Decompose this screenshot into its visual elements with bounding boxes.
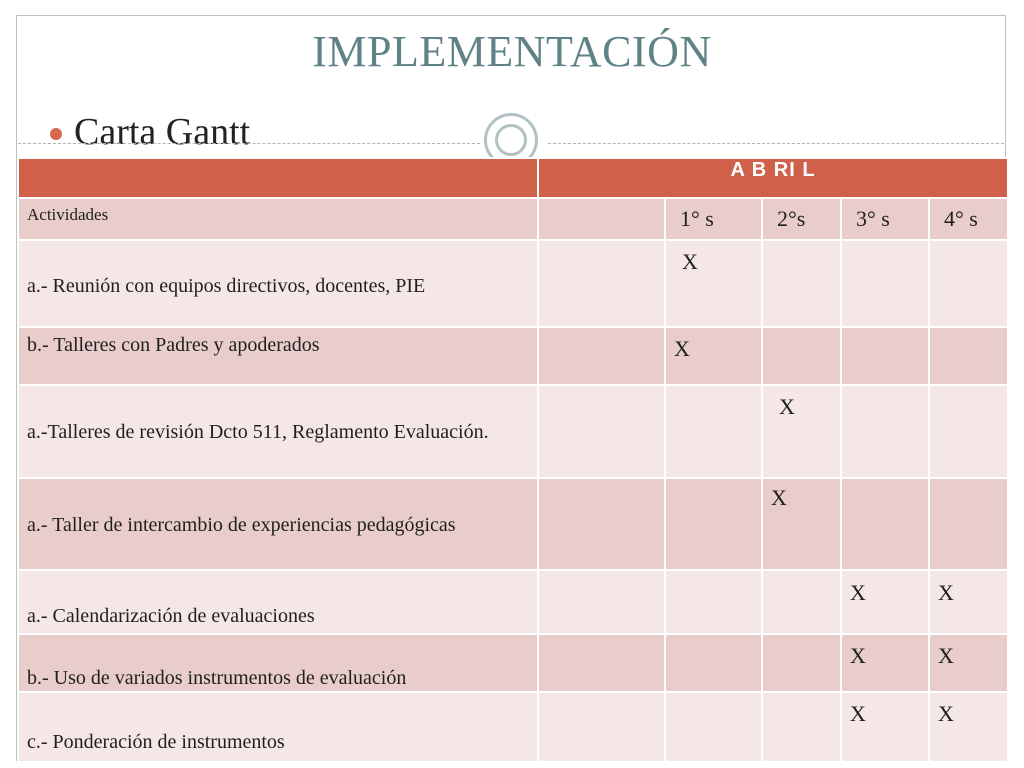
header-row <box>18 158 1008 198</box>
mark-cell <box>841 240 929 327</box>
divider-left <box>18 143 480 144</box>
mark-cell <box>841 385 929 478</box>
mark-cell: X <box>762 478 841 570</box>
week-2-header: 2°s <box>762 198 841 240</box>
mark-cell <box>762 692 841 762</box>
table-row <box>18 570 1008 634</box>
mark-cell: X <box>929 692 1008 762</box>
table-row <box>18 327 1008 385</box>
table-row <box>18 692 1008 762</box>
table-row <box>18 240 1008 327</box>
week-4-header: 4° s <box>929 198 1008 240</box>
activity-cell: a.- Taller de intercambio de experiencias pedagógicas <box>18 478 538 570</box>
mark-cell <box>665 385 762 478</box>
mark-cell: X <box>841 692 929 762</box>
week-3-header: 3° s <box>841 198 929 240</box>
mark-cell: X <box>762 385 841 478</box>
month-header: A B RI L <box>538 158 1008 198</box>
mark-cell <box>929 327 1008 385</box>
mark-cell <box>665 692 762 762</box>
ring-inner-icon <box>495 124 527 156</box>
mark-cell <box>841 478 929 570</box>
blank-cell <box>538 570 665 634</box>
blank-cell <box>538 385 665 478</box>
mark-cell <box>665 478 762 570</box>
mark-cell <box>762 327 841 385</box>
mark-cell <box>841 327 929 385</box>
activity-cell: b.- Uso de variados instrumentos de evaluación <box>18 634 538 692</box>
mark-cell <box>929 240 1008 327</box>
mark-cell <box>762 240 841 327</box>
mark-cell <box>665 570 762 634</box>
table-row <box>18 385 1008 478</box>
week-1-header: 1° s <box>665 198 762 240</box>
activity-cell: a.-Talleres de revisión Dcto 511, Reglamento Evaluación. <box>18 385 538 478</box>
table-row <box>18 634 1008 692</box>
divider-right <box>548 143 1004 144</box>
blank-cell <box>538 634 665 692</box>
mark-cell: X <box>929 570 1008 634</box>
activity-cell: a.- Reunión con equipos directivos, docentes, PIE <box>18 240 538 327</box>
gantt-table <box>17 157 1009 763</box>
mark-cell: X <box>929 634 1008 692</box>
mark-cell: X <box>841 570 929 634</box>
blank-cell <box>538 478 665 570</box>
header-empty-cell <box>18 158 538 198</box>
slide-title: IMPLEMENTACIÓN <box>312 27 712 76</box>
activity-cell: b.- Talleres con Padres y apoderados <box>18 327 538 385</box>
activity-cell: c.- Ponderación de instrumentos <box>18 692 538 762</box>
mark-cell: X <box>665 327 762 385</box>
activities-header: Actividades <box>18 198 538 240</box>
blank-cell <box>538 692 665 762</box>
activity-cell: a.- Calendarización de evaluaciones <box>18 570 538 634</box>
table-row <box>18 478 1008 570</box>
slide-subtitle: Carta Gantt <box>74 111 251 153</box>
mark-cell <box>929 478 1008 570</box>
mark-cell: X <box>665 240 762 327</box>
bullet-icon <box>50 128 62 140</box>
blank-cell <box>538 327 665 385</box>
mark-cell <box>929 385 1008 478</box>
blank-cell <box>538 240 665 327</box>
mark-cell: X <box>841 634 929 692</box>
mark-cell <box>762 634 841 692</box>
mark-cell <box>665 634 762 692</box>
week-header-row <box>18 198 1008 240</box>
header-blank-cell <box>538 198 665 240</box>
mark-cell <box>762 570 841 634</box>
